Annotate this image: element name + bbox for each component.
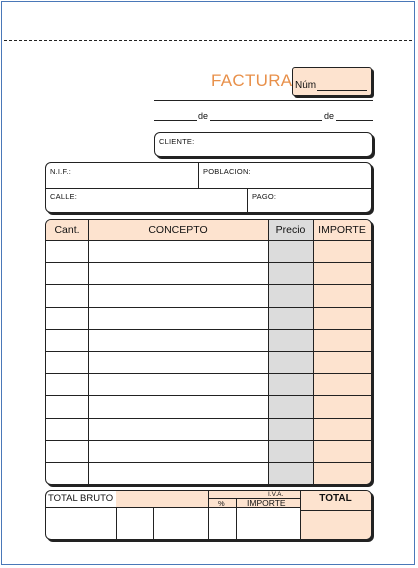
table-row [46,395,371,396]
totals-vdiv-4 [236,498,237,539]
items-table [45,219,372,485]
client-details-box [45,162,372,213]
date-de-1: de [198,111,209,121]
col-divider-2 [268,220,269,484]
table-row [46,262,371,263]
total-bruto-label: TOTAL BRUTO [48,493,114,504]
iva-label: I.V.A. [268,491,284,498]
col-header-importe: IMPORTE [318,224,366,236]
totals-vdiv-3 [208,491,209,539]
totals-vdiv-5 [300,491,301,539]
invoice-number-line [317,90,367,91]
date-month-line [210,120,322,121]
total-divider [300,510,371,511]
totals-vdiv-1 [116,507,117,539]
iva-importe-label: IMPORTE [247,498,286,508]
table-row [46,462,371,463]
invoice-number-label: Núm [295,80,317,91]
date-day-line [154,120,197,121]
precio-column-bg [268,220,313,484]
date-de-2: de [324,111,335,121]
totals-box [45,490,372,540]
table-row [46,351,371,352]
totals-vdiv-2 [153,507,154,539]
nif-label: N.I.F.: [50,167,71,176]
col-header-precio: Precio [275,224,306,236]
perforation-line [4,40,412,41]
table-row [46,240,371,241]
iva-sub-divider [208,498,300,499]
total-bruto-value-bg [116,491,208,507]
cliente-field[interactable] [154,132,373,157]
table-row [46,440,371,441]
total-label: TOTAL [319,493,352,504]
totals-row-divider [46,507,300,508]
invoice-number-field[interactable] [292,67,372,96]
importe-column-bg [313,220,371,484]
details-divider [46,188,371,189]
iva-percent-label: % [218,499,225,508]
details-vdivider-2 [247,188,248,212]
col-divider-1 [88,220,89,484]
col-header-cant: Cant. [54,224,80,236]
cliente-label: CLIENTE: [159,137,195,146]
table-row [46,373,371,374]
table-row [46,284,371,285]
invoice-title: FACTURA [211,71,293,90]
col-header-concepto: CONCEPTO [148,224,208,236]
table-row [46,418,371,419]
poblacion-label: POBLACION: [203,167,251,176]
header-rule [154,100,373,101]
date-year-line [336,120,373,121]
calle-label: CALLE: [50,192,78,201]
details-vdivider-1 [198,163,199,188]
col-divider-3 [313,220,314,484]
pago-label: PAGO: [252,192,277,201]
table-row [46,329,371,330]
table-row [46,307,371,308]
